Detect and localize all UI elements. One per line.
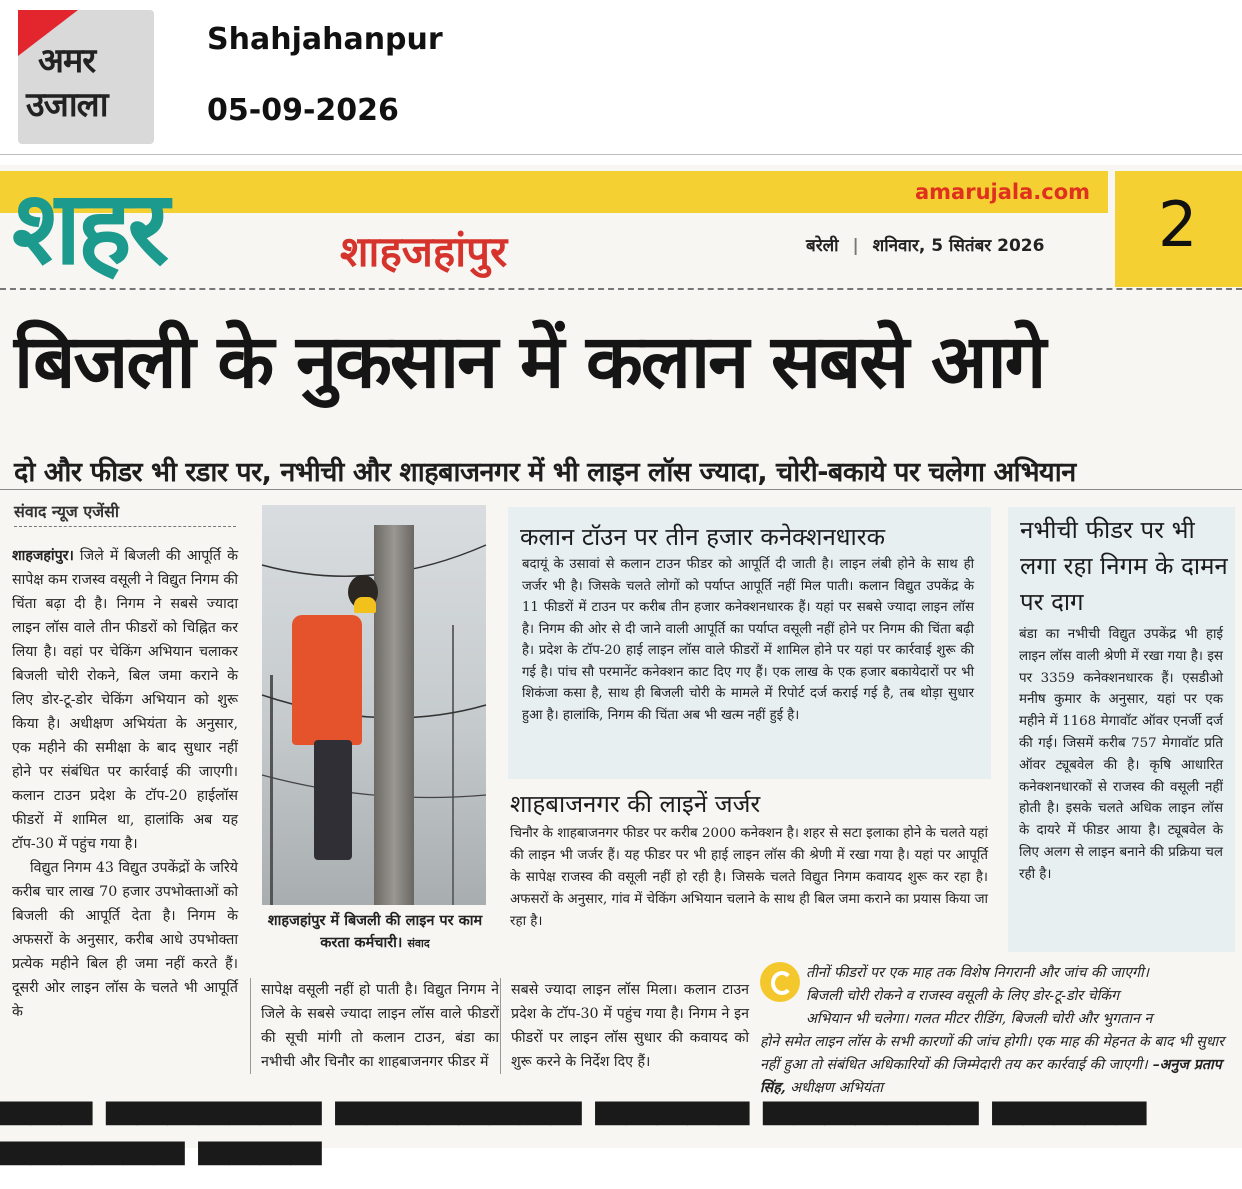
logo-text-line2: उजाला — [26, 85, 108, 125]
article-column-2: सापेक्ष वसूली नहीं हो पाती है। विद्युत निगम ने जिले के सबसे ज्यादा लाइन लॉस वाले फीडरों की सूची मांगी तो कलान टाउन, बंडा का नभीची और चिनौर का शाहबाजनगर फीडर में — [250, 978, 499, 1074]
masthead-divider — [0, 288, 1242, 290]
subhead-divider — [0, 489, 1242, 490]
quote-line-1: तीनों फीडरों पर एक माह तक विशेष निगरानी और जांच की जाएगी। — [806, 965, 1150, 981]
col1-para1: जिले में बिजली की आपूर्ति के सापेक्ष कम राजस्व वसूली ने विद्युत निगम की चिंता बढ़ा दी है। निगम ने सबसे ज्यादा लाइन लॉस वाले तीन फीडरों को चिह्नित कर लिया है। वहां पर चेकिंग अभियान चलाकर बिजली चोरी रोकने, बिल जमा कराने के लिए डोर-टू-डोर चेकिंग अभियान को शुरू किया है। अधीक्षण अभियंता के अनुसार, एक महीने की समीक्षा के बाद सुधार नहीं होने पर संबंधित पर कार्रवाई की जाएगी। कलान टाउन प्रदेश के टॉप-20 हाईलॉस फीडरों में शामिल था, हालांकि अब यह टॉप-30 में पहुंच गया है। — [12, 548, 238, 852]
shahbaz-box-title: शाहबाजनगर की लाइनें जर्जर — [510, 790, 761, 818]
quote-rest: होने समेत लाइन लॉस के सभी कारणों की जांच होगी। एक माह की मेहनत के बाद भी सुधार नहीं हुआ तो संबंधित अधिकारियों की जिम्मेदारी तय कर कार्रवाई की जाएगी। — [760, 1034, 1225, 1073]
quote-designation: अधीक्षण अभियंता — [785, 1080, 883, 1096]
headline: बिजली के नुकसान में कलान सबसे आगे — [14, 319, 1045, 405]
site-url: amarujala.com — [915, 180, 1091, 204]
electric-pole — [374, 525, 414, 905]
section-city: शाहजहांपुर — [340, 227, 508, 276]
edition-date: 05-09-2026 — [207, 93, 399, 128]
next-headline-cropped: ▀▀▀ ▀▀▀▀▀▀▀ ▀▀▀▀▀▀▀▀ ▀▀▀▀▀ ▀▀▀▀▀▀▀ ▀▀▀▀▀ ▀▀▀▀▀▀ ▀▀▀▀ — [0, 1103, 1147, 1189]
dateline: बरेली | शनिवार, 5 सितंबर 2026 — [806, 236, 1045, 256]
byline-rule — [14, 526, 236, 527]
edition-city: Shahjahanpur — [207, 22, 443, 57]
app-header — [0, 0, 1242, 155]
photo-caption — [262, 910, 488, 955]
article-column-1 — [12, 544, 238, 1024]
logo-text-line1: अमर — [38, 41, 96, 81]
nabhichi-box-body: बंडा का नभीची विद्युत उपकेंद्र भी हाई लाइन लॉस वाली श्रेणी में रखा गया है। इस पर 3359 कनेक्शनधारक हैं। एसडीओ मनीष कुमार के अनुसार, यहां पर एक महीने में 1168 मेगावॉट ऑवर एनर्जी दर्ज की गई। जिसमें करीब 757 मेगावॉट प्रति ऑवर ट्यूबवेल की है। कृषि आधारित कनेक्शनधारकों से राजस्व की वसूली नहीं होती है। इसके चलते अधिक लाइन लॉस के दायरे में फीडर आया है। ट्यूबवेल के लिए अलग से लाइन बनाने की प्रक्रिया चल रही है। — [1019, 627, 1223, 882]
photo-credit: संवाद — [407, 937, 430, 950]
nabhichi-box-title: नभीची फीडर पर भी लगा रहा निगम के दामन पर दाग — [1020, 516, 1228, 616]
helmet-icon — [354, 597, 376, 613]
worker-legs — [314, 740, 352, 860]
kalan-box-body: बदायूं के उसावां से कलान टाउन फीडर को आपूर्ति दी जाती है। लाइन लंबी होने के साथ ही जर्जर भी है। जिसके चलते लोगों को पर्याप्त आपूर्ति नहीं मिल पाती। कलान विद्युत उपकेंद्र के 11 फीडरों में टाउन पर करीब तीन हजार कनेक्शनधारक हैं। यहां पर सबसे ज्यादा लाइन लॉस है। निगम की ओर से दी जाने वाली आपूर्ति का पर्याप्त वसूली नहीं होने पर निगम की चिंता बढ़ी है। प्रदेश के टॉप-20 हाई लाइन लॉस वाले फीडरों में शामिल होने पर यहां पर कार्रवाई शुरू की गई है। पांच सौ परमानेंट कनेक्शन काट दिए गए हैं। एक लाख के एक हजार बकायेदारों पर भी शिकंजा कसा है, साथ ही बिजली चोरी के मामले में रिपोर्ट दर्ज कराई गई है, तब थोड़ा सुधार हुआ है। हालांकि, निगम की चिंता अब भी खत्म नहीं हुई है। — [522, 557, 974, 723]
page-number: 2 — [1158, 188, 1198, 261]
section-title: शहर — [12, 169, 166, 288]
dateline-lead: शाहजहांपुर। — [12, 548, 74, 564]
col1-para2: विद्युत निगम 43 विद्युत उपकेंद्रों के जरिये करीब चार लाख 70 हजार उपभोक्ताओं को बिजली की आपूर्ति देता है। निगम के अफसरों के अनुसार, करीब आधे उपभोक्ता प्रत्येक महीने बिल ही जमा नहीं करते हैं। दूसरी ओर लाइन लॉस के चलते भी आपूर्ति के — [12, 860, 238, 1020]
byline: संवाद न्यूज एजेंसी — [14, 502, 120, 521]
news-photo[interactable] — [262, 505, 486, 905]
subheadline: दो और फीडर भी रडार पर, नभीची और शाहबाजनगर में भी लाइन लॉस ज्यादा, चोरी-बकाये पर चलेगा अभियान — [14, 457, 1076, 488]
article-column-3: सबसे ज्यादा लाइन लॉस मिला। कलान टाउन प्रदेश के टॉप-30 में पहुंच गया है। निगम ने इन फीडरों पर लाइन लॉस सुधार की कवायद को शुरू करने के निर्देश दिए हैं। — [500, 978, 749, 1074]
official-quote — [760, 962, 1232, 1100]
kalan-box-title: कलान टॉउन पर तीन हजार कनेक्शनधारक — [520, 523, 886, 551]
shahbaz-box-body: चिनौर के शाहबाजनगर फीडर पर करीब 2000 कनेक्शन है। शहर से सटा इलाका होने के चलते यहां की लाइन भी जर्जर हैं। यह फीडर पर भी हाई लाइन लॉस की श्रेणी में रखा गया है। यहां पर आपूर्ति के सापेक्ष राजस्व की वसूली नहीं हो रही है। जिसके चलते विद्युत निगम कवायद शुरू कर रहा है। अफसरों के अनुसार, गांव में चेकिंग अभियान चलाने के साथ ही बिल जमा कराने का प्रयास किया जा रहा है। — [510, 826, 988, 929]
quote-line-2: बिजली चोरी रोकने व राजस्व वसूली के लिए डोर-टू-डोर चेकिंग — [806, 988, 1120, 1004]
amar-ujala-logo[interactable] — [18, 10, 154, 144]
worker-figure — [292, 615, 362, 745]
quote-attribution: –अनुज प्रताप सिंह, — [760, 1057, 1222, 1096]
dateline-edition: बरेली — [806, 236, 839, 256]
dateline-date: शनिवार, 5 सितंबर 2026 — [872, 236, 1045, 256]
photo-caption-text: शाहजहांपुर में बिजली की लाइन पर काम करता कर्मचारी। — [267, 913, 483, 951]
quote-line-3: अभियान भी चलेगा। गलत मीटर रीडिंग, बिजली चोरी और भुगतान न — [806, 1011, 1153, 1027]
